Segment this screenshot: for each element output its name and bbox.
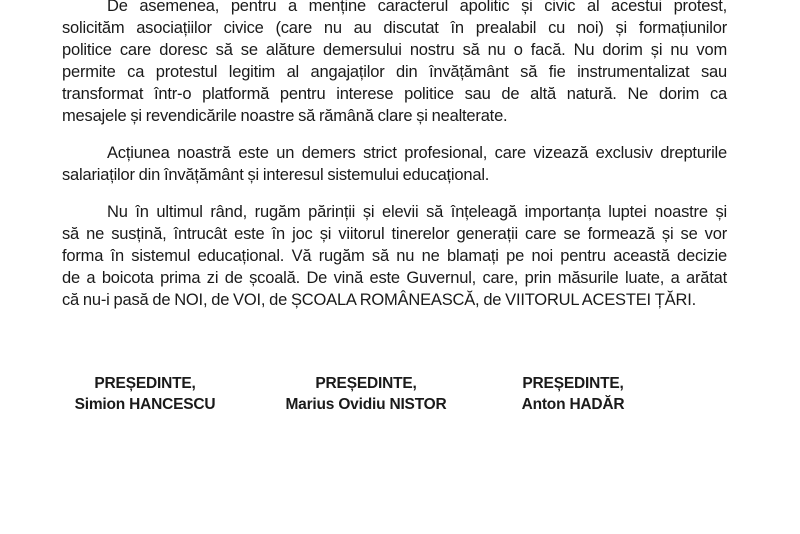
text-line: Acțiunea noastră este un demers strict profesional, care vizează exclusiv drepturile [107,144,727,162]
signatory-title: PREȘEDINTE, [522,375,624,392]
text-line: permite ca protestul legitim al angajaților din învățământ să fie instrumentalizat sau [62,63,727,81]
paragraph [62,201,727,311]
signatory-name: Marius Ovidiu NISTOR [285,396,447,413]
text-line: transformat într-o platformă pentru interese politice sau de altă natură. Ne dorim ca [62,85,727,103]
signatory-name: Simion HANCESCU [74,396,216,413]
signature-block [0,373,800,433]
letter-body [62,0,727,326]
signatory-name: Anton HADĂR [521,396,625,413]
text-line: solicităm asociațiilor civice (care nu au discutat în prealabil cu noi) și formațiunilor [62,19,727,37]
text-line: să ne susțină, întrucât este în joc și viitorul tinerelor generații care se formează și se vor [62,225,727,243]
signatory-title: PREȘEDINTE, [315,375,417,392]
signatory-title: PREȘEDINTE, [94,375,196,392]
signatory [266,373,466,415]
text-line: de a boicota prima zi de școală. De vină este Guvernul, care, prin măsurile luate, a arătat [62,269,727,287]
signatory [45,373,245,415]
paragraph [62,0,727,127]
text-line: forma în sistemul educațional. Vă rugăm să nu ne blamați pe noi pentru această decizie [62,247,727,265]
text-line: că nu-i pasă de NOI, de VOI, de ȘCOALA ROMÂNEASCĂ, de VIITORUL ACESTEI ȚĂRI. [62,291,696,309]
text-line: mesajele și revendicările noastre să rămână clare și nealterate. [62,107,508,125]
text-line: politice care doresc să se alăture demersului nostru să nu o facă. Nu dorim și nu vom [62,41,727,59]
text-line: salariaților din învățământ și interesul sistemului educațional. [62,166,490,184]
text-line: Nu în ultimul rând, rugăm părinții și elevii să înțeleagă importanța luptei noastre și [107,203,727,221]
paragraph [62,142,727,186]
signatory [473,373,673,415]
text-line: De asemenea, pentru a menține caracterul apolitic și civic al acestui protest, [107,0,727,15]
